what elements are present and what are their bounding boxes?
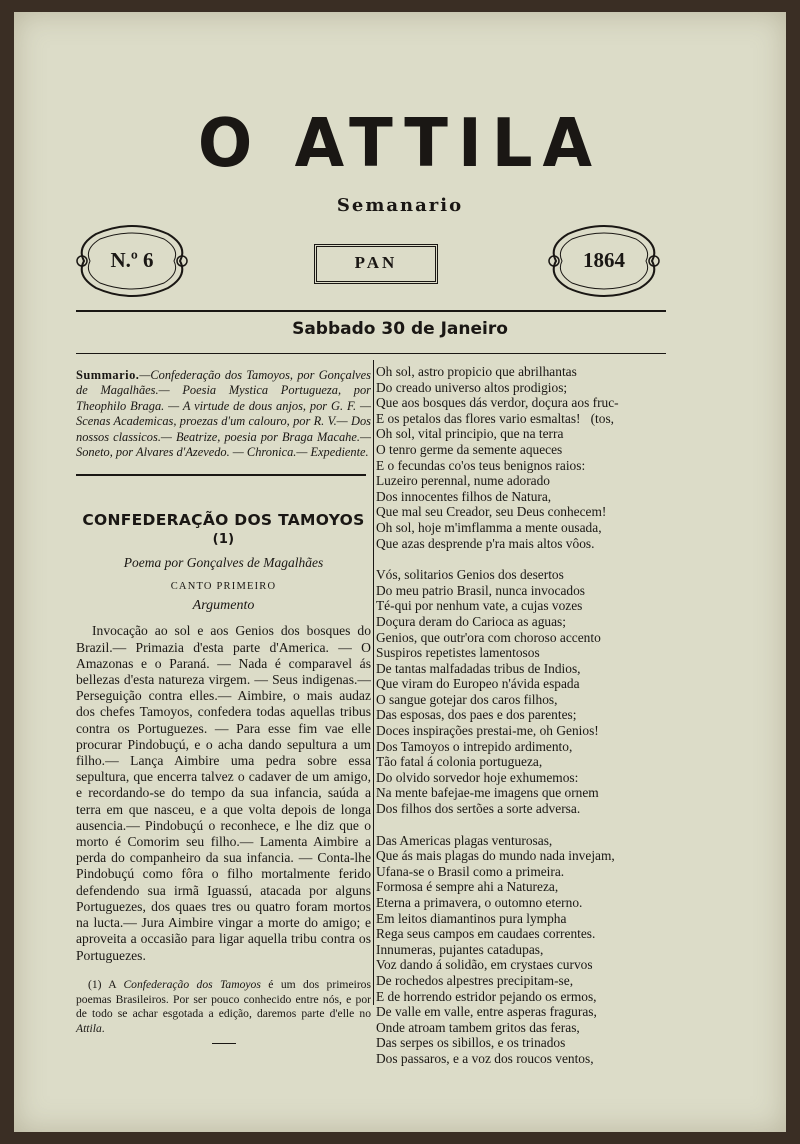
- newspaper-page: [14, 12, 786, 1132]
- year-badge: [548, 224, 660, 298]
- header-rule: [76, 310, 666, 312]
- article-byline: Poema por Gonçalves de Magalhães: [123, 555, 324, 571]
- masthead-title: O ATTILA: [197, 105, 603, 183]
- date-rule: [76, 353, 666, 354]
- price-box: PAN: [314, 244, 438, 284]
- issue-number: N.º 6: [110, 248, 154, 272]
- canto-heading: CANTO PRIMEIRO: [170, 581, 277, 593]
- end-rule: [212, 1043, 236, 1044]
- summary-heading: Summario.: [76, 368, 140, 382]
- poem-stanza-1: Oh sol, astro propicio que abrilhantas Do creado universo altos prodigios; Que aos bosques dás verdor, doçura aos fruc- E os petalos das flores vario esmaltas! (tos, Oh sol, vital principio, que na terra O tenro germe da semente aqueces E o fecundas co'os teus benignos raios: Luzeiro perennal, nume adorado Dos innocentes filhos de Natura, Que mal seu Creador, seu Deus conhecem! Oh sol, hoje m'imflamma a mente ousada, Que azas desprende p'ra mais altos vôos.: [376, 364, 619, 551]
- column-divider: [373, 360, 374, 1005]
- poem-stanza-3: Das Americas plagas venturosas, Que ás mais plagas do mundo nada invejam, Ufana-se o Brasil como a primeira. Formosa é sempre ahi a Natureza, Eterna a primavera, o outomno eterno. Em leitos diamantinos pura lympha Rega seus campos em caudaes correntes. Innumeras, pujantes catadupas, Voz dando á solidão, em crystaes curvos De rochedos alpestres precipitam-se, E de horrendo estridor pejando os ermos, De valle em valle, entre asperas fraguras, Onde atroam tambem gritos das feras, Das serpes os sibillos, e os trinados Dos passaros, e a voz dos roucos ventos,: [376, 832, 615, 1066]
- summary-text: —Confederação dos Tamoyos, por Gonçalves de Magalhães.— Poesia Mystica Portugueza, por Theophilo Braga. — A virtude de dous anjos, por G. F. — Scenas Academicas, proezas d'um calouro, por R. V.— Dos nossos classicos.— Beatrize, poesia por Braga Macahe.— Soneto, por Alvares d'Azevedo. — Chronica.— Expediente.: [76, 368, 371, 460]
- masthead-subtitle: Semanario: [336, 195, 464, 216]
- poem-stanza-2: Vós, solitarios Genios dos desertos Do meu patrio Brasil, nunca invocados Té-qui por nenhum vate, a cujas vozes Doçura deram do Carioca as aguas; Genios, que outr'ora com choroso accento Suspiros repetistes lamentosos De tantas malfadadas tribus de Indios, Que viram do Europeo n'ávida espada O sangue gotejar dos caros filhos, Das esposas, dos paes e dos parentes; Doces inspirações prestai-me, oh Genios! Dos Tamoyos o intrepido ardimento, Tão fatal á colonia portugueza, Do olvido sorvedor hoje exhumemos: Na mente bafejae-me imagens que ornem Dos filhos dos sertões a sorte adversa.: [376, 567, 601, 817]
- footnote: (1) A Confederação dos Tamoyos é um dos primeiros poemas Brasileiros. Por ser pouco conhecido entre nós, e por de todo se achar esgotada a edição, daremos parte d'elle no Attila.: [76, 977, 371, 1036]
- section-rule: [76, 474, 366, 476]
- argument-text: Invocação ao sol e aos Genios dos bosques do Brazil.— Primazia d'esta parte d'America. — O Amazonas e o Paraná. — Nada é comparavel ás bellezas d'esta natureza virgem. — Seus indigenas.— Perseguição contra elles.— Aimbire, o mais audaz dos chefes Tamoyos, confedera todas aquellas tribus contra os Portuguezes. — Para esse fim vae elle procurar Pindobuçú, e o acha dando sepultura a um filho.— Lança Aimbire uma pedra sobre essa sepultura, que encerra talvez o cadaver de um amigo, e recordando-se do tempo da sua infancia, saúda a terra em que nasceu, e a que volta depois de longa ausencia.— Pindobuçú o reconhece, e lhe diz que o morto é Comorim seu filho.— Lamenta Aimbire a perda do companheiro da sua infancia. — Conta-lhe Pindobuçú como fôra o filho mortalmente ferido defendendo sua irmã Iguassú, atacada por alguns Portuguezes, dos quaes tres ou quatro foram mortos na lucta.— Jura Aimbire vingar a morte do amigo; e aproveita a occasião para ligar aquella tribu contra os Portuguezes.: [76, 623, 371, 963]
- issue-number-badge: [76, 224, 188, 298]
- summary: [76, 368, 371, 460]
- footnote-ref: (1): [212, 532, 235, 548]
- issue-date: Sabbado 30 de Janeiro: [292, 319, 508, 339]
- argument-heading: Argumento: [192, 598, 255, 614]
- article-title: CONFEDERAÇÃO DOS TAMOYOS (1): [82, 511, 365, 548]
- poem-column: [376, 364, 681, 1083]
- issue-year: 1864: [583, 248, 625, 272]
- left-column: [76, 368, 371, 1044]
